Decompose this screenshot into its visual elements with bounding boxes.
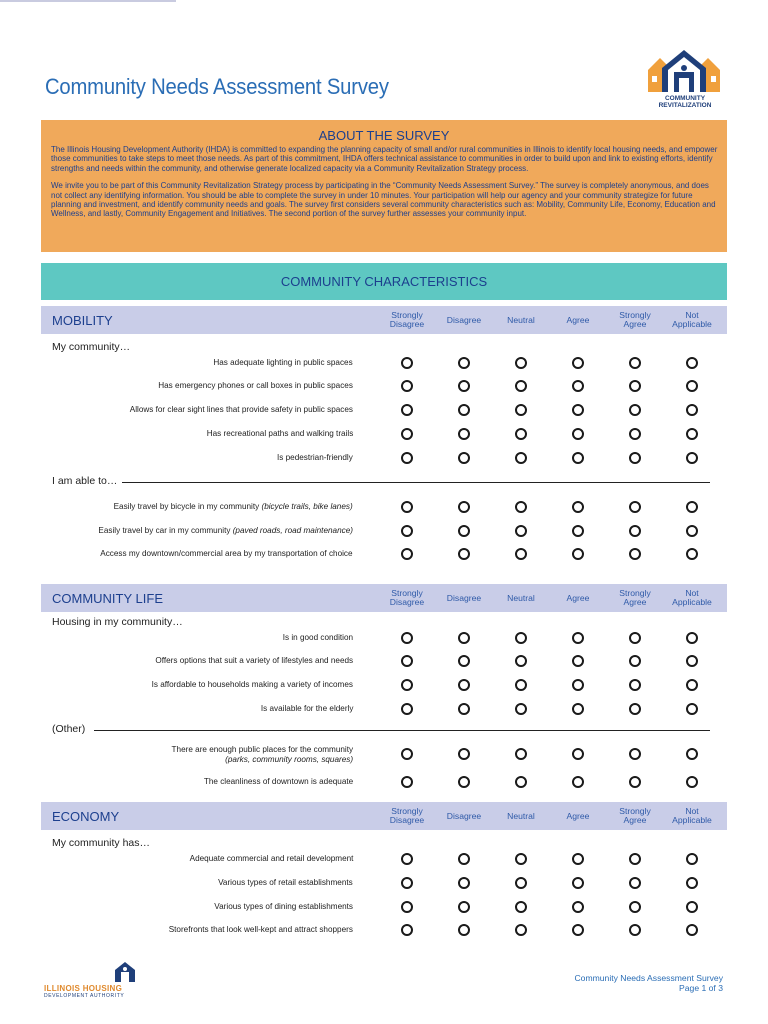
mobility-q5-radio-2[interactable]	[458, 452, 470, 464]
mobility-q2-radio-1[interactable]	[401, 380, 413, 392]
mobility-q5-radio-1[interactable]	[401, 452, 413, 464]
mobility-q5-radio-3[interactable]	[515, 452, 527, 464]
mobility-question-q3	[130, 404, 353, 414]
mobility-q4-radio-1[interactable]	[401, 428, 413, 440]
mobility-column-header-5	[605, 306, 665, 334]
question-line1: There are enough public places for the community	[171, 744, 353, 754]
life-q3-radio-6[interactable]	[686, 679, 698, 691]
column-header-line1: Agree	[566, 314, 590, 325]
life-q6-radio-5[interactable]	[629, 776, 641, 788]
life-q3-radio-2[interactable]	[458, 679, 470, 691]
life-q2-radio-5[interactable]	[629, 655, 641, 667]
mobility-column-header-2	[434, 306, 494, 334]
mobility-q7-radio-5[interactable]	[629, 525, 641, 537]
column-header-line2: Applicable	[672, 597, 712, 607]
mobility-q4-radio-4[interactable]	[572, 428, 584, 440]
life-question-q1	[283, 632, 353, 642]
footer-org-name: ILLINOIS HOUSING	[44, 984, 123, 993]
life-q6-radio-3[interactable]	[515, 776, 527, 788]
mobility-intro2-divider	[122, 482, 710, 483]
column-header-line1: Disagree	[446, 592, 482, 603]
economy-q2-radio-4[interactable]	[572, 877, 584, 889]
column-header-line2: Agree	[623, 597, 647, 607]
life-intro2-divider	[94, 730, 710, 731]
economy-intro1-label: My community has…	[52, 837, 151, 849]
economy-q2-radio-6[interactable]	[686, 877, 698, 889]
question-text: Easily travel by car in my community	[98, 525, 233, 535]
life-intro2-label: (Other)	[52, 723, 86, 735]
mobility-q4-radio-2[interactable]	[458, 428, 470, 440]
life-column-header-4	[548, 584, 608, 612]
economy-q3-radio-3[interactable]	[515, 901, 527, 913]
mobility-question-q1	[214, 357, 353, 367]
mobility-intro1-label: My community…	[52, 341, 131, 353]
mobility-q1-radio-5[interactable]	[629, 357, 641, 369]
footer-page-info	[574, 973, 723, 993]
life-q3-radio-5[interactable]	[629, 679, 641, 691]
economy-question-q4	[169, 924, 353, 934]
mobility-intro2-label: I am able to…	[52, 475, 118, 487]
mobility-column-header-4	[548, 306, 608, 334]
life-q6-radio-4[interactable]	[572, 776, 584, 788]
life-column-header-3	[491, 584, 551, 612]
mobility-q7-radio-6[interactable]	[686, 525, 698, 537]
question-text: Allows for clear sight lines that provide safety in public spaces	[129, 404, 353, 414]
mobility-q6-radio-5[interactable]	[629, 501, 641, 513]
mobility-q7-radio-4[interactable]	[572, 525, 584, 537]
question-text: Is pedestrian-friendly	[277, 452, 353, 462]
mobility-q8-radio-6[interactable]	[686, 548, 698, 560]
life-q4-radio-6[interactable]	[686, 703, 698, 715]
footer-page-number: Page 1 of 3	[679, 983, 723, 993]
column-header-line1: Strongly	[391, 588, 423, 598]
logo-caption: COMMUNITY REVITALIZATION	[658, 95, 712, 109]
column-header-line1: Strongly	[391, 310, 423, 320]
mobility-q3-radio-6[interactable]	[686, 404, 698, 416]
economy-column-header-3	[491, 802, 551, 830]
question-text: Offers options that suit a variety of lifestyles and needs	[155, 655, 353, 665]
economy-column-header-1	[377, 802, 437, 830]
mobility-q5-radio-6[interactable]	[686, 452, 698, 464]
life-q2-radio-3[interactable]	[515, 655, 527, 667]
mobility-q3-radio-1[interactable]	[401, 404, 413, 416]
life-q3-radio-1[interactable]	[401, 679, 413, 691]
mobility-q6-radio-3[interactable]	[515, 501, 527, 513]
economy-q3-radio-4[interactable]	[572, 901, 584, 913]
life-question-q2	[155, 655, 353, 665]
mobility-q4-radio-6[interactable]	[686, 428, 698, 440]
life-question-q3	[152, 679, 353, 689]
economy-q2-radio-3[interactable]	[515, 877, 527, 889]
column-header-line1: Agree	[566, 592, 590, 603]
column-header-line2: Agree	[623, 815, 647, 825]
economy-section-title: ECONOMY	[52, 809, 120, 824]
mobility-q6-radio-2[interactable]	[458, 501, 470, 513]
economy-column-header-5	[605, 802, 665, 830]
column-header-line1: Strongly	[391, 806, 423, 816]
economy-q3-radio-2[interactable]	[458, 901, 470, 913]
life-q1-radio-3[interactable]	[515, 632, 527, 644]
mobility-q7-radio-2[interactable]	[458, 525, 470, 537]
life-q1-radio-5[interactable]	[629, 632, 641, 644]
life-q2-radio-2[interactable]	[458, 655, 470, 667]
economy-question-q3	[214, 901, 353, 911]
life-question-q5	[171, 744, 353, 764]
mobility-q2-radio-6[interactable]	[686, 380, 698, 392]
life-q5-radio-6[interactable]	[686, 748, 698, 760]
mobility-q4-radio-3[interactable]	[515, 428, 527, 440]
economy-question-q1	[189, 853, 353, 863]
mobility-q1-radio-1[interactable]	[401, 357, 413, 369]
column-header-line1: Neutral	[507, 810, 535, 821]
economy-q1-radio-1[interactable]	[401, 853, 413, 865]
mobility-q8-radio-2[interactable]	[458, 548, 470, 560]
mobility-q4-radio-5[interactable]	[629, 428, 641, 440]
question-text: Adequate commercial and retail development	[189, 853, 353, 863]
mobility-q8-radio-1[interactable]	[401, 548, 413, 560]
question-note: (bicycle trails, bike lanes)	[261, 501, 353, 511]
question-text: Various types of dining establishments	[214, 901, 353, 911]
mobility-q2-radio-5[interactable]	[629, 380, 641, 392]
mobility-q8-radio-3[interactable]	[515, 548, 527, 560]
column-header-line1: Not	[685, 310, 699, 320]
life-q2-radio-1[interactable]	[401, 655, 413, 667]
mobility-q1-radio-4[interactable]	[572, 357, 584, 369]
community-characteristics-banner: COMMUNITY CHARACTERISTICS	[41, 263, 727, 300]
column-header-line1: Strongly	[619, 310, 651, 320]
life-q6-radio-6[interactable]	[686, 776, 698, 788]
economy-question-q2	[218, 877, 353, 887]
mobility-q8-radio-4[interactable]	[572, 548, 584, 560]
life-q4-radio-3[interactable]	[515, 703, 527, 715]
mobility-q7-radio-3[interactable]	[515, 525, 527, 537]
question-text: Has recreational paths and walking trails	[206, 428, 353, 438]
economy-column-header-6	[662, 802, 722, 830]
life-q3-radio-3[interactable]	[515, 679, 527, 691]
mobility-q7-radio-1[interactable]	[401, 525, 413, 537]
question-text: Various types of retail establishments	[218, 877, 353, 887]
mobility-question-q6	[114, 501, 353, 511]
question-text: Is in good condition	[282, 632, 353, 642]
life-q4-radio-2[interactable]	[458, 703, 470, 715]
economy-q2-radio-5[interactable]	[629, 877, 641, 889]
mobility-q1-radio-6[interactable]	[686, 357, 698, 369]
footer-doc-title: Community Needs Assessment Survey	[574, 973, 723, 983]
mobility-column-header-6	[662, 306, 722, 334]
mobility-q2-radio-3[interactable]	[515, 380, 527, 392]
economy-q4-radio-6[interactable]	[686, 924, 698, 936]
page-title: Community Needs Assessment Survey	[45, 74, 389, 99]
life-q4-radio-5[interactable]	[629, 703, 641, 715]
mobility-q6-radio-4[interactable]	[572, 501, 584, 513]
mobility-column-header-3	[491, 306, 551, 334]
life-q2-radio-6[interactable]	[686, 655, 698, 667]
question-text: The cleanliness of downtown is adequate	[203, 776, 353, 786]
mobility-q8-radio-5[interactable]	[629, 548, 641, 560]
life-column-header-5	[605, 584, 665, 612]
mobility-question-q2	[158, 380, 353, 390]
mobility-q6-radio-1[interactable]	[401, 501, 413, 513]
economy-q2-radio-1[interactable]	[401, 877, 413, 889]
question-note: (paved roads, road maintenance)	[232, 525, 353, 535]
economy-q1-radio-5[interactable]	[629, 853, 641, 865]
footer-org-subtitle: DEVELOPMENT AUTHORITY	[44, 993, 125, 999]
mobility-q3-radio-3[interactable]	[515, 404, 527, 416]
life-q4-radio-4[interactable]	[572, 703, 584, 715]
life-q2-radio-4[interactable]	[572, 655, 584, 667]
economy-q4-radio-3[interactable]	[515, 924, 527, 936]
question-text: Has emergency phones or call boxes in public spaces	[158, 380, 353, 390]
economy-q1-radio-3[interactable]	[515, 853, 527, 865]
mobility-q5-radio-4[interactable]	[572, 452, 584, 464]
mobility-q3-radio-5[interactable]	[629, 404, 641, 416]
economy-q4-radio-4[interactable]	[572, 924, 584, 936]
mobility-question-q4	[206, 428, 353, 438]
about-paragraph-1: The Illinois Housing Development Authority (IHDA) is committed to expanding the planning capacity of small and/or rural communities in Illinois to identify local housing needs, and empower those communities to take steps to meet those needs. As part of this commitment, IHDA offers technical assistance to communities in order to build upon and link to existing efforts, identify strengths and needs within the community, and otherwise generate localized capacity via a Community Revitalization Strategy process.	[51, 144, 718, 173]
life-q6-radio-2[interactable]	[458, 776, 470, 788]
column-header-line1: Not	[685, 588, 699, 598]
economy-q3-radio-1[interactable]	[401, 901, 413, 913]
economy-column-header-4	[548, 802, 608, 830]
about-paragraph-2: We invite you to be part of this Community Revitalization Strategy process by participating in the “Community Needs Assessment Survey.” The survey is completely anonymous, and does not collect any identifying information. You should be able to complete the survey in under 10 minutes. Your participation will help our agency and your community strategize for future planning and investment, and identify community needs and goals. The survey first considers several community characteristics such as: Mobility, Community Life, Economy, Education and Wellness, and lastly, Community Engagement and Initiatives. The second portion of the survey further assesses your community input.	[51, 180, 716, 219]
mobility-section-title: MOBILITY	[52, 313, 113, 328]
life-q1-radio-2[interactable]	[458, 632, 470, 644]
top-divider	[0, 0, 176, 2]
life-column-header-6	[662, 584, 722, 612]
column-header-line2: Applicable	[672, 319, 712, 329]
life-q5-radio-5[interactable]	[629, 748, 641, 760]
question-text: Is affordable to households making a variety of incomes	[151, 679, 353, 689]
mobility-q3-radio-4[interactable]	[572, 404, 584, 416]
about-the-survey-box	[41, 120, 727, 252]
economy-q4-radio-1[interactable]	[401, 924, 413, 936]
question-line2: (parks, community rooms, squares)	[225, 754, 353, 764]
column-header-line2: Agree	[623, 319, 647, 329]
economy-q1-radio-4[interactable]	[572, 853, 584, 865]
column-header-line2: Disagree	[389, 815, 425, 825]
economy-column-header-2	[434, 802, 494, 830]
column-header-line1: Neutral	[507, 592, 535, 603]
life-q1-radio-6[interactable]	[686, 632, 698, 644]
column-header-line1: Agree	[566, 810, 590, 821]
economy-q1-radio-2[interactable]	[458, 853, 470, 865]
column-header-line2: Disagree	[389, 597, 425, 607]
column-header-line1: Disagree	[446, 810, 482, 821]
column-header-line2: Applicable	[672, 815, 712, 825]
question-text: Access my downtown/commercial area by my transportation of choice	[100, 548, 353, 558]
life-intro1-label: Housing in my community…	[52, 616, 183, 628]
life-section-title: COMMUNITY LIFE	[52, 591, 163, 606]
life-column-header-2	[434, 584, 494, 612]
about-heading: ABOUT THE SURVEY	[318, 128, 450, 143]
column-header-line1: Disagree	[446, 314, 482, 325]
mobility-question-q8	[101, 548, 353, 558]
economy-q2-radio-2[interactable]	[458, 877, 470, 889]
life-q1-radio-4[interactable]	[572, 632, 584, 644]
column-header-line1: Strongly	[619, 588, 651, 598]
question-text: Is available for the elderly	[260, 703, 353, 713]
life-question-q4	[260, 703, 353, 713]
life-q6-radio-1[interactable]	[401, 776, 413, 788]
life-column-header-1	[377, 584, 437, 612]
life-q1-radio-1[interactable]	[401, 632, 413, 644]
question-text: Has adequate lighting in public spaces	[213, 357, 353, 367]
question-text: Storefronts that look well-kept and attract shoppers	[168, 924, 353, 934]
life-q5-radio-3[interactable]	[515, 748, 527, 760]
mobility-question-q5	[277, 452, 353, 462]
economy-q3-radio-5[interactable]	[629, 901, 641, 913]
mobility-q2-radio-2[interactable]	[458, 380, 470, 392]
column-header-line1: Strongly	[619, 806, 651, 816]
mobility-column-header-1	[377, 306, 437, 334]
life-q4-radio-1[interactable]	[401, 703, 413, 715]
column-header-line1: Neutral	[507, 314, 535, 325]
economy-q3-radio-6[interactable]	[686, 901, 698, 913]
life-q5-radio-1[interactable]	[401, 748, 413, 760]
mobility-q6-radio-6[interactable]	[686, 501, 698, 513]
mobility-q3-radio-2[interactable]	[458, 404, 470, 416]
mobility-q2-radio-4[interactable]	[572, 380, 584, 392]
column-header-line1: Not	[685, 806, 699, 816]
column-header-line2: Disagree	[389, 319, 425, 329]
life-q5-radio-4[interactable]	[572, 748, 584, 760]
mobility-q5-radio-5[interactable]	[629, 452, 641, 464]
life-q5-radio-2[interactable]	[458, 748, 470, 760]
life-q3-radio-4[interactable]	[572, 679, 584, 691]
economy-q4-radio-5[interactable]	[629, 924, 641, 936]
economy-q4-radio-2[interactable]	[458, 924, 470, 936]
mobility-q1-radio-2[interactable]	[458, 357, 470, 369]
life-question-q6	[204, 776, 353, 786]
mobility-q1-radio-3[interactable]	[515, 357, 527, 369]
question-text: Easily travel by bicycle in my community	[113, 501, 262, 511]
economy-q1-radio-6[interactable]	[686, 853, 698, 865]
mobility-question-q7	[98, 525, 353, 535]
